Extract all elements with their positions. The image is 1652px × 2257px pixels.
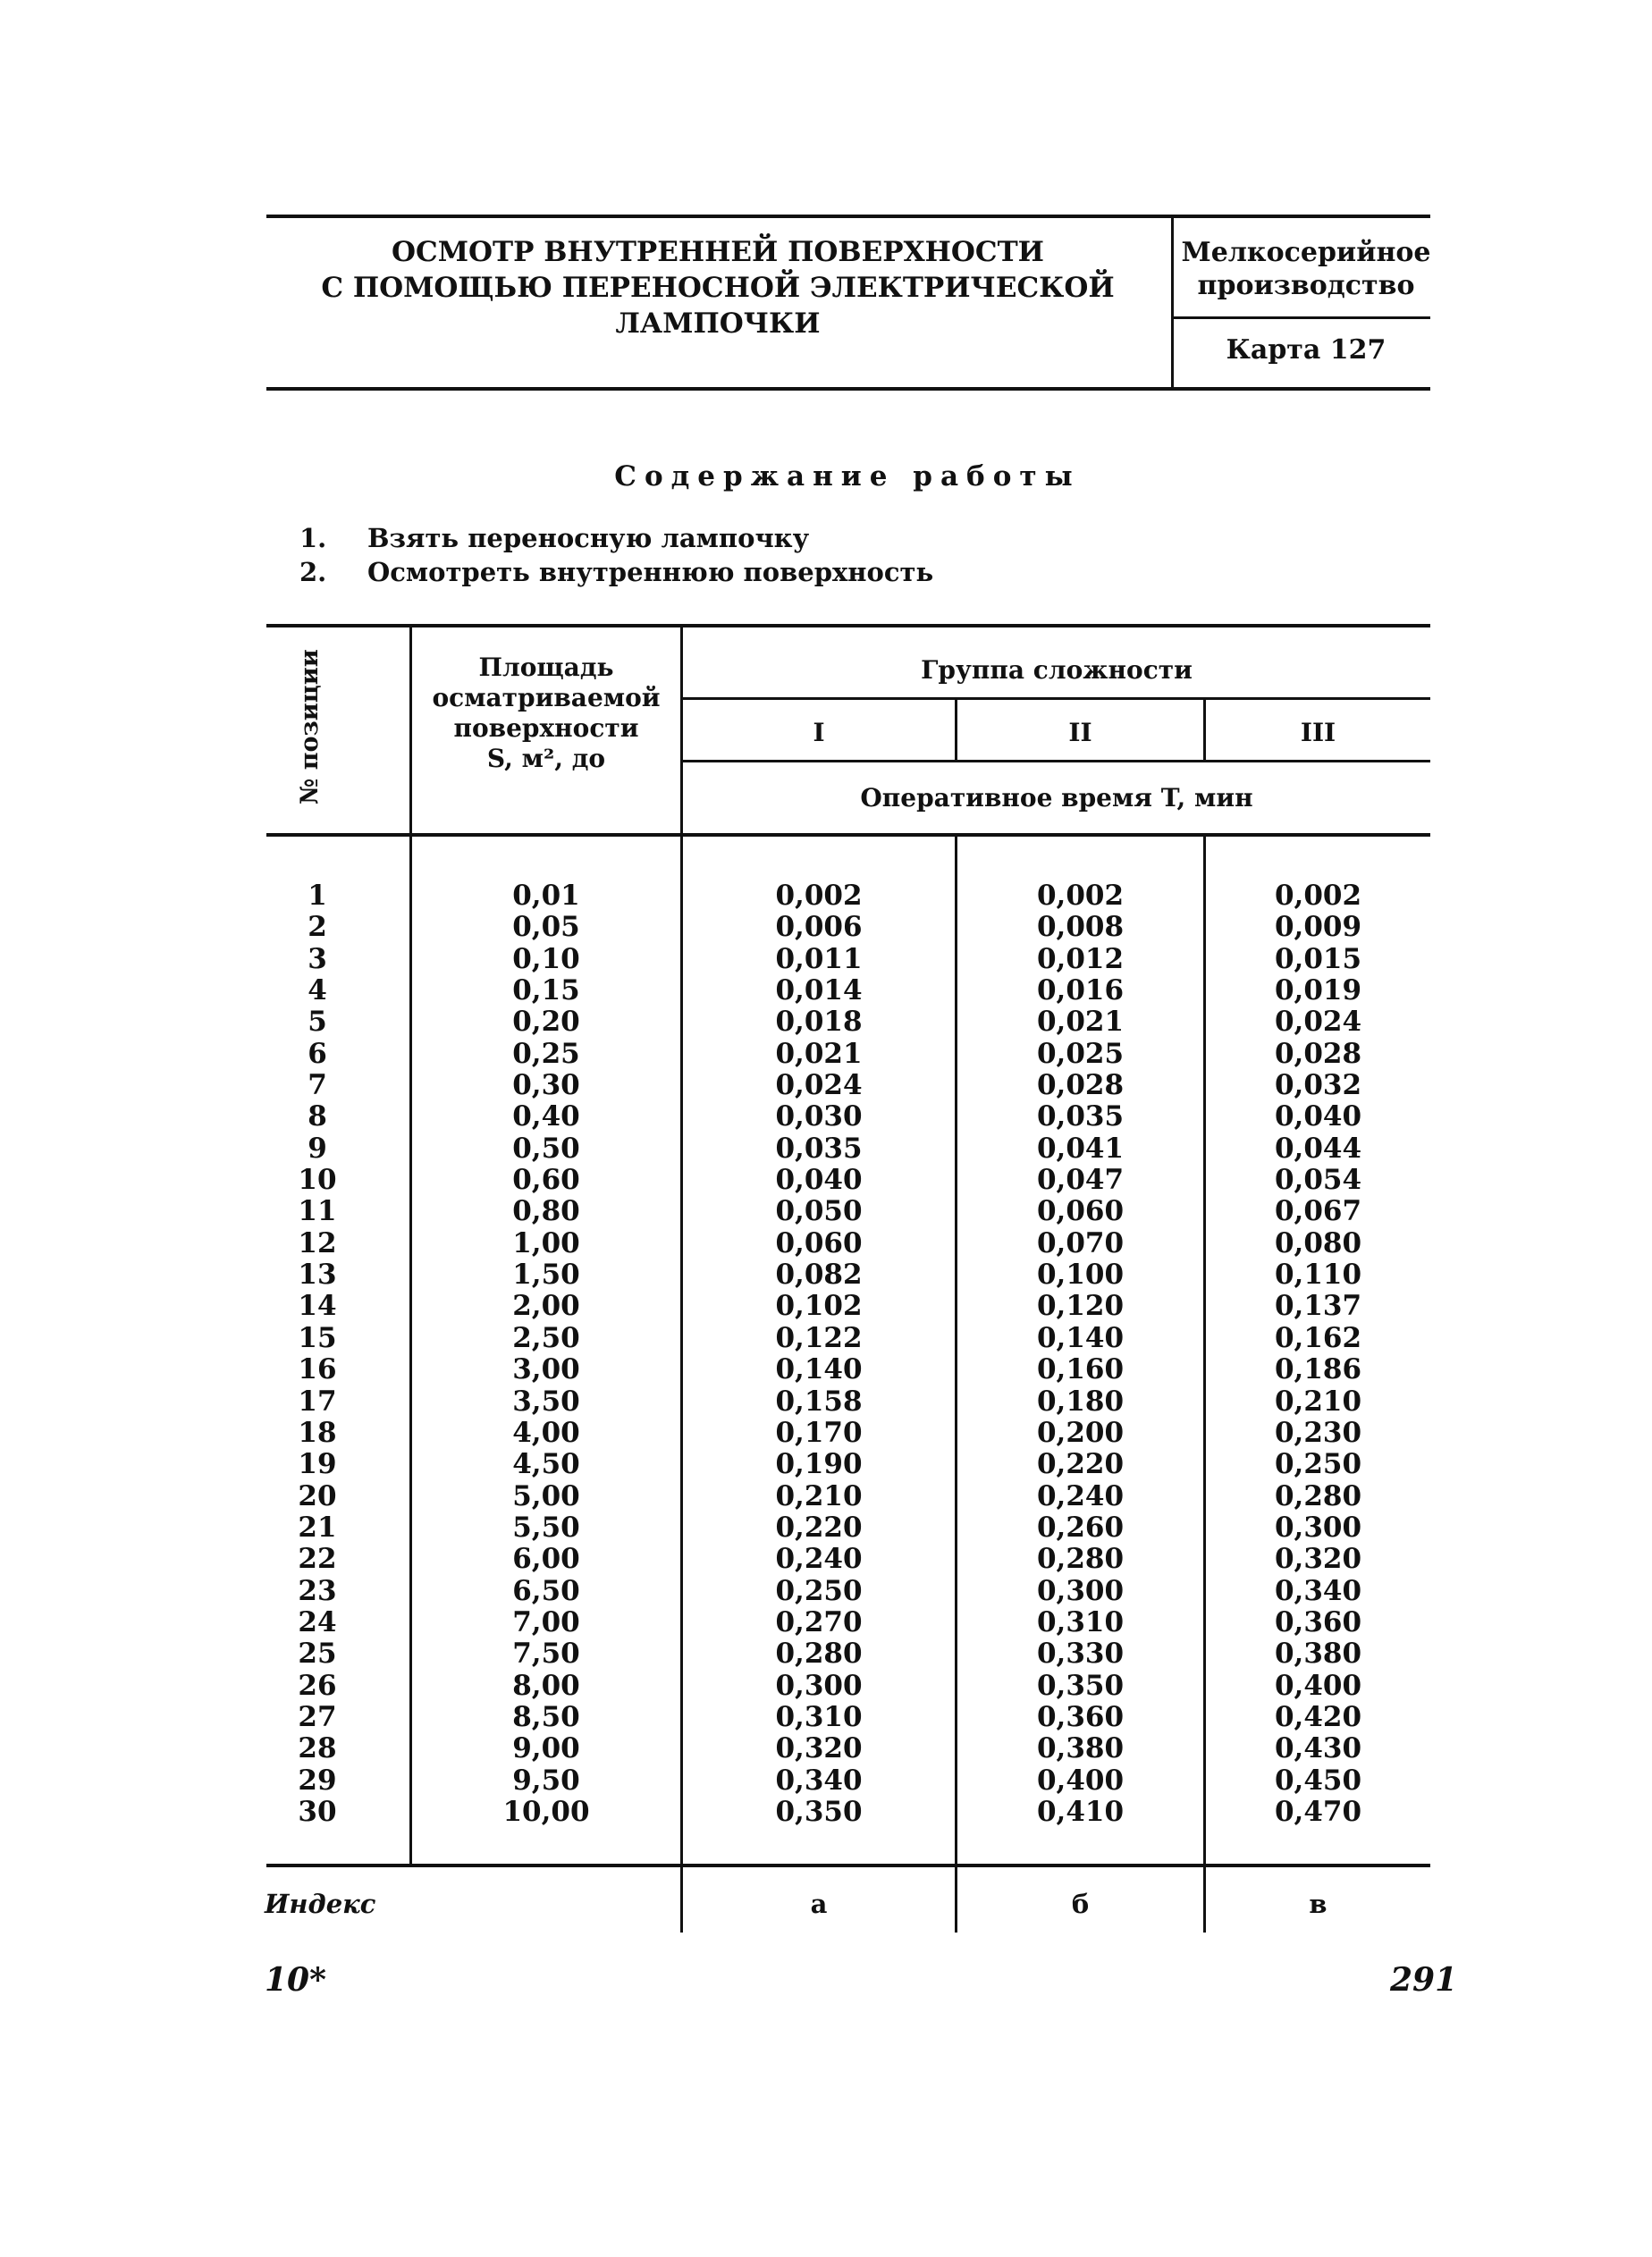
- group-2-cell: 0,260: [1036, 1511, 1125, 1544]
- group-3-cell: 0,210: [1274, 1385, 1362, 1418]
- group-2-cell: 0,410: [1036, 1795, 1125, 1828]
- position-cell: 25: [298, 1638, 337, 1671]
- group-3-cell: 0,028: [1274, 1037, 1362, 1070]
- group-3-cell: 0,137: [1274, 1290, 1362, 1323]
- position-cell: 15: [298, 1321, 337, 1354]
- group-2-cell: 0,300: [1036, 1574, 1125, 1607]
- area-cell: 9,50: [512, 1764, 580, 1797]
- position-cell: 29: [298, 1764, 337, 1797]
- header-divider: [1171, 215, 1174, 391]
- areas-column: [413, 880, 679, 1828]
- position-cell: 19: [298, 1448, 337, 1481]
- area-header-line-2: осматриваемой: [432, 683, 661, 712]
- group-1-cell: 0,300: [775, 1669, 863, 1702]
- group-3-cell: 0,009: [1274, 911, 1362, 944]
- group-1-cell: 0,021: [775, 1037, 863, 1070]
- area-cell: 3,50: [512, 1385, 580, 1418]
- group-2-cell: 0,380: [1036, 1732, 1125, 1765]
- table-top-rule: [266, 624, 1430, 627]
- production-line-1: Мелкосерийное: [1181, 237, 1431, 268]
- position-cell: 13: [298, 1259, 337, 1292]
- position-cell: 5: [308, 1006, 327, 1039]
- group-1-cell: 0,170: [775, 1416, 863, 1449]
- area-cell: 0,10: [512, 942, 580, 975]
- positions-column: [286, 880, 349, 1828]
- position-cell: 12: [298, 1226, 337, 1259]
- area-cell: 9,00: [512, 1732, 580, 1765]
- area-column-header: [413, 653, 679, 774]
- group-2-cell: 0,280: [1036, 1543, 1125, 1576]
- table-bottom-rule: [266, 1864, 1430, 1867]
- area-cell: 2,50: [512, 1321, 580, 1354]
- group-2-cell: 0,008: [1036, 911, 1125, 944]
- group-3-cell: 0,040: [1274, 1100, 1362, 1133]
- area-cell: 0,60: [512, 1164, 580, 1197]
- header-bottom-rule: [266, 387, 1430, 391]
- position-cell: 23: [298, 1574, 337, 1607]
- group-3-column: [1206, 880, 1430, 1828]
- group-3-cell: 0,067: [1274, 1195, 1362, 1228]
- page-number: 291: [1390, 1961, 1458, 1999]
- group-3-cell: 0,015: [1274, 942, 1362, 975]
- group-1-cell: 0,050: [775, 1195, 863, 1228]
- group-2-cell: 0,035: [1036, 1100, 1125, 1133]
- group-3-cell: 0,032: [1274, 1069, 1362, 1102]
- index-label: Индекс: [265, 1889, 376, 1919]
- card-number: Карта 127: [1226, 334, 1386, 366]
- group-1-cell: 0,158: [775, 1385, 863, 1418]
- group-3-cell: 0,250: [1274, 1448, 1362, 1481]
- position-cell: 4: [308, 974, 327, 1007]
- group-3-cell: 0,430: [1274, 1732, 1362, 1765]
- group-3-cell: 0,380: [1274, 1638, 1362, 1671]
- area-cell: 5,50: [512, 1511, 580, 1544]
- area-cell: 1,00: [512, 1226, 580, 1259]
- area-cell: 0,50: [512, 1132, 580, 1165]
- group-3-cell: 0,186: [1274, 1353, 1362, 1386]
- area-cell: 0,30: [512, 1069, 580, 1102]
- group-3-header: III: [1300, 718, 1336, 747]
- group-3-cell: 0,450: [1274, 1764, 1362, 1797]
- group-1-cell: 0,002: [775, 880, 863, 912]
- group-2-cell: 0,220: [1036, 1448, 1125, 1481]
- group-3-cell: 0,280: [1274, 1479, 1362, 1512]
- group-3-cell: 0,054: [1274, 1164, 1362, 1197]
- title-line-1: ОСМОТР ВНУТРЕННЕЙ ПОВЕРХНОСТИ: [392, 236, 1044, 268]
- group-1-cell: 0,122: [775, 1321, 863, 1354]
- group-2-cell: 0,070: [1036, 1226, 1125, 1259]
- group-3-cell: 0,360: [1274, 1605, 1362, 1638]
- group-1-cell: 0,140: [775, 1353, 863, 1386]
- group-3-cell: 0,340: [1274, 1574, 1362, 1607]
- header-top-rule: [266, 215, 1430, 218]
- group-1-header: I: [813, 718, 825, 747]
- step-text: Осмотреть внутреннюю поверхность: [367, 557, 934, 587]
- group-1-cell: 0,250: [775, 1574, 863, 1607]
- area-header-line-3: поверхности: [453, 713, 639, 743]
- area-cell: 4,50: [512, 1448, 580, 1481]
- group-2-cell: 0,400: [1036, 1764, 1125, 1797]
- footer-signature: 10*: [265, 1961, 326, 1999]
- position-cell: 3: [308, 942, 327, 975]
- group-1-cell: 0,190: [775, 1448, 863, 1481]
- area-cell: 6,00: [512, 1543, 580, 1576]
- position-cell: 28: [298, 1732, 337, 1765]
- production-type: [1176, 236, 1436, 302]
- position-cell: 20: [298, 1479, 337, 1512]
- group-2-cell: 0,350: [1036, 1669, 1125, 1702]
- position-cell: 9: [308, 1132, 327, 1165]
- group-1-cell: 0,210: [775, 1479, 863, 1512]
- position-cell: 27: [298, 1700, 337, 1733]
- position-cell: 21: [298, 1511, 337, 1544]
- area-header-line-4: S, м², до: [486, 744, 606, 773]
- position-cell: 22: [298, 1543, 337, 1576]
- group-2-cell: 0,240: [1036, 1479, 1125, 1512]
- group-1-cell: 0,035: [775, 1132, 863, 1165]
- group-2-cell: 0,160: [1036, 1353, 1125, 1386]
- group-2-cell: 0,025: [1036, 1037, 1125, 1070]
- area-cell: 5,00: [512, 1479, 580, 1512]
- group-header: Группа сложности: [921, 655, 1193, 685]
- area-cell: 0,05: [512, 911, 580, 944]
- group-2-column: [957, 880, 1203, 1828]
- group-1-cell: 0,011: [775, 942, 863, 975]
- group-3-cell: 0,300: [1274, 1511, 1362, 1544]
- position-cell: 7: [308, 1069, 327, 1102]
- area-cell: 0,80: [512, 1195, 580, 1228]
- area-cell: 0,25: [512, 1037, 580, 1070]
- group-3-cell: 0,400: [1274, 1669, 1362, 1702]
- position-cell: 6: [308, 1037, 327, 1070]
- group-3-cell: 0,080: [1274, 1226, 1362, 1259]
- group-2-cell: 0,120: [1036, 1290, 1125, 1323]
- group-1-cell: 0,102: [775, 1290, 863, 1323]
- position-cell: 16: [298, 1353, 337, 1386]
- group-1-cell: 0,018: [775, 1006, 863, 1039]
- group-3-cell: 0,230: [1274, 1416, 1362, 1449]
- group-1-cell: 0,220: [775, 1511, 863, 1544]
- area-cell: 8,50: [512, 1700, 580, 1733]
- position-cell: 24: [298, 1605, 337, 1638]
- group-1-cell: 0,006: [775, 911, 863, 944]
- group-1-cell: 0,270: [775, 1605, 863, 1638]
- step-number: 2.: [299, 557, 327, 587]
- group-3-cell: 0,002: [1274, 880, 1362, 912]
- group-2-cell: 0,016: [1036, 974, 1125, 1007]
- group-2-cell: 0,060: [1036, 1195, 1125, 1228]
- production-line-2: производство: [1197, 270, 1415, 301]
- group-3-cell: 0,320: [1274, 1543, 1362, 1576]
- group-2-cell: 0,041: [1036, 1132, 1125, 1165]
- title-line-2: С ПОМОЩЬЮ ПЕРЕНОСНОЙ ЭЛЕКТРИЧЕСКОЙ ЛАМПОЧКИ: [321, 272, 1115, 340]
- group-2-cell: 0,140: [1036, 1321, 1125, 1354]
- group-1-cell: 0,340: [775, 1764, 863, 1797]
- position-cell: 18: [298, 1416, 337, 1449]
- group-1-cell: 0,040: [775, 1164, 863, 1197]
- group-2-cell: 0,360: [1036, 1700, 1125, 1733]
- group-3-cell: 0,044: [1274, 1132, 1362, 1165]
- section-title: Содержание работы: [614, 460, 1081, 493]
- group-2-cell: 0,021: [1036, 1006, 1125, 1039]
- group-2-cell: 0,200: [1036, 1416, 1125, 1449]
- index-value-v: в: [1309, 1889, 1328, 1919]
- group-2-cell: 0,330: [1036, 1638, 1125, 1671]
- area-cell: 8,00: [512, 1669, 580, 1702]
- position-cell: 30: [298, 1795, 337, 1828]
- group-2-cell: 0,028: [1036, 1069, 1125, 1102]
- area-header-line-1: Площадь: [478, 653, 614, 682]
- group-3-cell: 0,420: [1274, 1700, 1362, 1733]
- group-1-cell: 0,014: [775, 974, 863, 1007]
- group-2-cell: 0,310: [1036, 1605, 1125, 1638]
- group-3-cell: 0,162: [1274, 1321, 1362, 1354]
- group-2-cell: 0,100: [1036, 1259, 1125, 1292]
- table-header-bottom-rule: [266, 833, 1430, 837]
- position-cell: 8: [308, 1100, 327, 1133]
- group-1-cell: 0,024: [775, 1069, 863, 1102]
- position-column-header: № позиции: [296, 649, 324, 804]
- position-cell: 17: [298, 1385, 337, 1418]
- group-2-header: II: [1068, 718, 1092, 747]
- group-1-cell: 0,030: [775, 1100, 863, 1133]
- area-cell: 0,01: [512, 880, 580, 912]
- group-3-cell: 0,470: [1274, 1795, 1362, 1828]
- step-item: [299, 556, 933, 588]
- area-cell: 0,40: [512, 1100, 580, 1133]
- position-cell: 26: [298, 1669, 337, 1702]
- group-numbers-rule: [682, 760, 1430, 762]
- area-cell: 4,00: [512, 1416, 580, 1449]
- area-cell: 0,20: [512, 1006, 580, 1039]
- group-2-cell: 0,047: [1036, 1164, 1125, 1197]
- document-title: [266, 234, 1169, 341]
- group-1-cell: 0,320: [775, 1732, 863, 1765]
- area-cell: 6,50: [512, 1574, 580, 1607]
- area-cell: 2,00: [512, 1290, 580, 1323]
- area-cell: 0,15: [512, 974, 580, 1007]
- step-text: Взять переносную лампочку: [367, 523, 810, 553]
- group-1-cell: 0,310: [775, 1700, 863, 1733]
- index-value-a: а: [810, 1889, 828, 1919]
- group-3-cell: 0,024: [1274, 1006, 1362, 1039]
- group-2-cell: 0,002: [1036, 880, 1125, 912]
- group-1-cell: 0,240: [775, 1543, 863, 1576]
- group-3-cell: 0,110: [1274, 1259, 1362, 1292]
- group-header-rule: [682, 697, 1430, 700]
- area-cell: 3,00: [512, 1353, 580, 1386]
- area-cell: 10,00: [502, 1795, 590, 1828]
- group-1-column: [683, 880, 955, 1828]
- index-value-b: б: [1071, 1889, 1090, 1919]
- position-cell: 11: [298, 1195, 337, 1228]
- group-2-cell: 0,012: [1036, 942, 1125, 975]
- group-1-cell: 0,280: [775, 1638, 863, 1671]
- col-divider-position: [409, 626, 412, 1865]
- group-3-cell: 0,019: [1274, 974, 1362, 1007]
- position-cell: 10: [298, 1164, 337, 1197]
- group-2-cell: 0,180: [1036, 1385, 1125, 1418]
- group-1-cell: 0,082: [775, 1259, 863, 1292]
- step-item: [299, 522, 809, 554]
- position-cell: 1: [308, 880, 327, 912]
- group-1-cell: 0,350: [775, 1795, 863, 1828]
- area-cell: 7,50: [512, 1638, 580, 1671]
- step-number: 1.: [299, 523, 327, 553]
- area-cell: 7,00: [512, 1605, 580, 1638]
- position-cell: 2: [308, 911, 327, 944]
- area-cell: 1,50: [512, 1259, 580, 1292]
- header-right-divider: [1171, 316, 1430, 319]
- position-cell: 14: [298, 1290, 337, 1323]
- group-1-cell: 0,060: [775, 1226, 863, 1259]
- time-header: Оперативное время T, мин: [860, 783, 1253, 813]
